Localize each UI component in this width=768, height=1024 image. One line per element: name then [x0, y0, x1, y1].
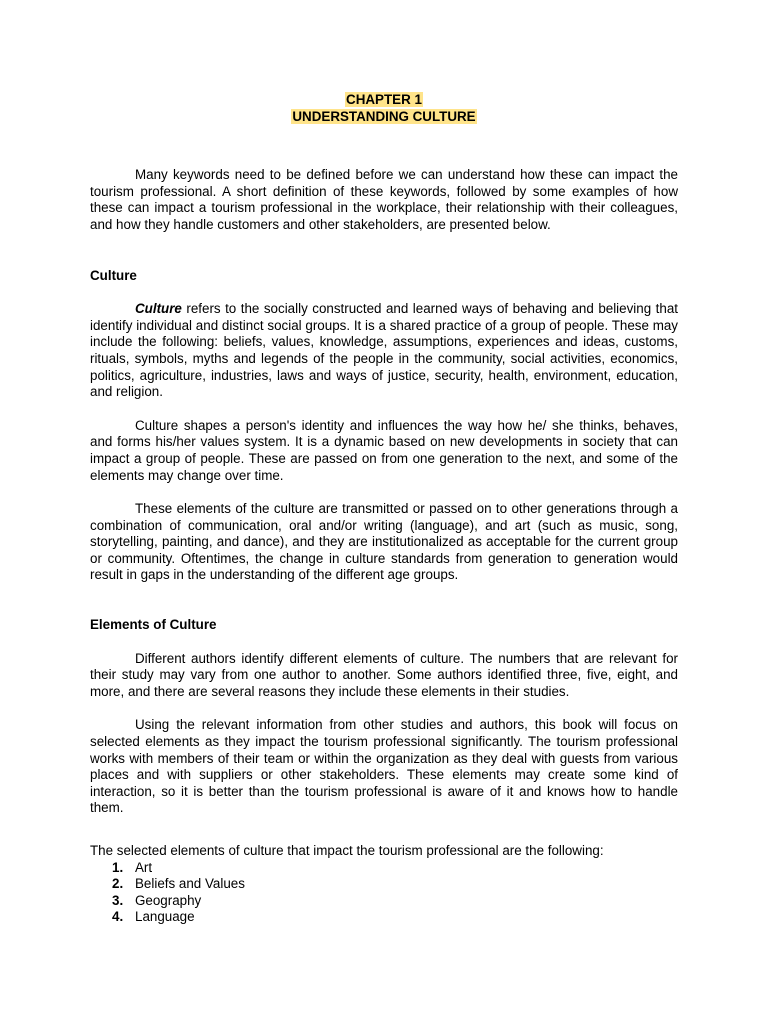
- chapter-title-text: UNDERSTANDING CULTURE: [292, 108, 476, 124]
- elements-heading: Elements of Culture: [90, 617, 217, 633]
- culture-transmission-paragraph: These elements of the culture are transmitted or passed on to other generations through a combination of communication, oral and/or writing (language), and art (such as music, song, storytelling, painting, and dance), and they are institutionalized as acceptable for the current group or community. Oftentimes, the change in culture standards from generation to generation would result in gaps in the understanding of the different age groups.: [90, 501, 678, 583]
- culture-definition-paragraph: [90, 301, 678, 401]
- elements-list-intro: The selected elements of culture that impact the tourism professional are the following:: [90, 843, 604, 858]
- culture-heading: Culture: [90, 267, 137, 283]
- list-item-number: 1.: [112, 859, 124, 875]
- elements-authors-paragraph: Different authors identify different elements of culture. The numbers that are relevant for their study may vary from one author to another. Some authors identified three, five, eight, and more, and there are several reasons they include these elements in their studies.: [90, 650, 678, 699]
- list-item: [90, 876, 678, 893]
- list-item: [90, 860, 678, 877]
- elements-list: [90, 860, 678, 926]
- list-item-label: Language: [135, 909, 195, 925]
- list-item-number: 2.: [112, 876, 124, 892]
- list-item-number: 4.: [112, 909, 124, 925]
- list-item-label: Beliefs and Values: [135, 876, 245, 892]
- list-item-label: Geography: [135, 892, 202, 908]
- intro-paragraph: Many keywords need to be defined before we can understand how these can impact the tourism professional. A short definition of these keywords, followed by some examples of how these can impact a tourism professional in the workplace, their relationship with their colleagues, and how they handle customers and other stakeholders, are presented below.: [90, 167, 678, 232]
- chapter-number: [90, 92, 678, 109]
- elements-focus-paragraph: Using the relevant information from other studies and authors, this book will focus on selected elements as they impact the tourism professional significantly. The tourism professional works with members of their team or within the organization as they deal with guests from various places and with suppliers or other stakeholders. These elements may create some kind of interaction, so it is better than the tourism professional is aware of it and knows how to handle them.: [90, 717, 678, 816]
- chapter-title: [90, 109, 678, 126]
- list-item: [90, 893, 678, 910]
- culture-term: Culture: [135, 301, 182, 317]
- chapter-number-text: CHAPTER 1: [346, 92, 422, 107]
- document-page: [90, 92, 678, 926]
- list-item-number: 3.: [112, 892, 124, 908]
- list-item-label: Art: [135, 859, 153, 875]
- culture-identity-paragraph: Culture shapes a person's identity and influences the way how he/ she thinks, behaves, and forms his/her values system. It is a dynamic based on new developments in society that can impact a group of people. These are passed on from one generation to the next, and some of the elements may change over time.: [90, 417, 678, 483]
- culture-definition-text: refers to the socially constructed and learned ways of behaving and believing that identify individual and distinct social groups. It is a shared practice of a group of people. These may include the following: beliefs, values, knowledge, assumptions, experiences and ideas, customs, rituals, symbols, myths and legends of the people in the community, social activities, economics, politics, agriculture, industries, laws and ways of justice, security, health, environment, education, and religion.: [90, 301, 678, 400]
- list-item: [90, 909, 678, 926]
